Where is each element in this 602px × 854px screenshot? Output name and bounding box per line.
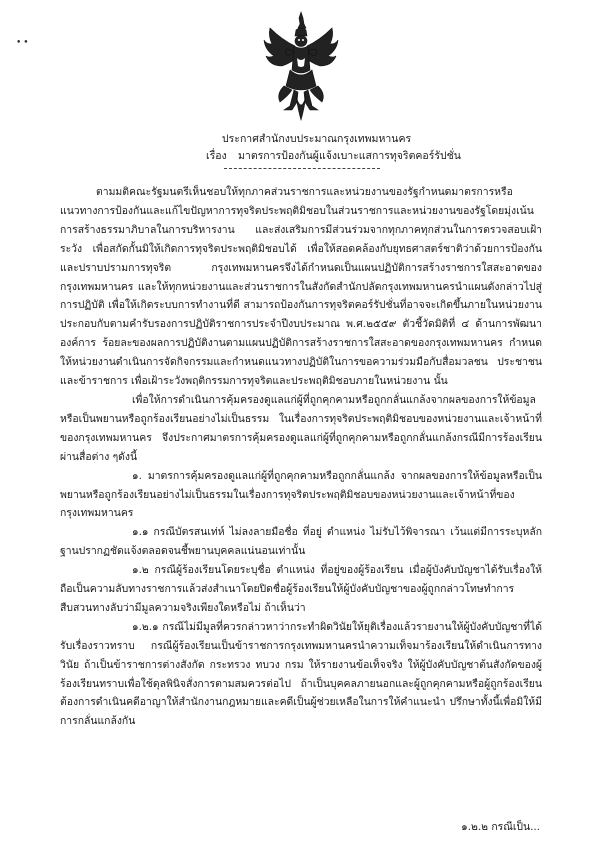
subject-text: มาตรการป้องกันผู้แจ้งเบาะแสการทุจริตคอร์รัปชั่น	[238, 150, 461, 162]
header-divider	[224, 168, 380, 169]
subject-label: เรื่อง	[206, 150, 227, 162]
announcement-title: ประกาศสำนักงบประมาณกรุงเทพมหานคร	[222, 133, 412, 145]
paragraph-2: เพื่อให้การดำเนินการคุ้มครองดูแลแก่ผู้ที่ถูกคุกคามหรือถูกกลั่นแกล้งจากผลของการให้ข้อมูลหรือเป็นพยานหรือถูกร้องเรียนอย่างไม่เป็นธรรม ในเรื่องการทุจริตประพฤติมิชอบของหน่วยงานและเจ้าหน้าที่ของกรุงเทพมหานคร จึงประกาศมาตรการคุ้มครองดูแลแก่ผู้ที่ถูกคุกคามหรือถูกกลั่นแกล้งกรณีมีการร้องเรียนผ่านสื่อต่าง ๆดังนี้	[60, 393, 542, 463]
paragraph-3: ๑. มาตรการคุ้มครองดูแลแก่ผู้ที่ถูกคุกคามหรือถูกกลั่นแกล้ง จากผลของการให้ข้อมูลหรือเป็นพยานหรือถูกร้องเรียนอย่างไม่เป็นธรรมในเรื่องการทุจริตประพฤติมิชอบของหน่วยงานและเจ้าหน้าที่ของกรุงเทพมหานคร	[60, 469, 542, 520]
paragraph-4: ๑.๑ กรณีบัตรสนเท่ห์ ไม่ลงลายมือชื่อ ที่อยู่ ตำแหน่ง ไม่รับไว้พิจารณา เว้นแต่มีการระบุหลักฐานปรากฏชัดแจ้งตลอดจนชี้พยานบุคคลแน่นอนเท่านั้น	[60, 526, 542, 558]
paragraph-1: ตามมติคณะรัฐมนตรีเห็นชอบให้ทุกภาคส่วนราชการและหน่วยงานของรัฐกำหนดมาตรการหรือแนวทางการป้องกันและแก้ไขปัญหาการทุจริตประพฤติมิชอบในส่วนราชการและหน่วยงานของรัฐโดยมุ่งเน้นการสร้างธรรมาภิบาลในการบริหารงาน และส่งเสริมการมีส่วนร่วมจากทุกภาคทุกส่วนในการตรวจสอบเฝ้าระวัง เพื่อสกัดกั้นมิให้เกิดการทุจริตประพฤติมิชอบได้ เพื่อให้สอดคล้องกับยุทธศาสตร์ชาติว่าด้วยการป้องกันและปราบปรามการทุจริต กรุงเทพมหานครจึงได้กำหนดเป็นแผนปฏิบัติการสร้างราชการใสสะอาดของกรุงเทพมหานคร และให้ทุกหน่วยงานและส่วนราชการในสังกัดสำนักปลัดกรุงเทพมหานครนำแผนดังกล่าวไปสู่การปฏิบัติ เพื่อให้เกิดระบบการทำงานที่ดี สามารถป้องกันการทุจริตคอร์รัปชั่นที่อาจจะเกิดขึ้นภายในหน่วยงานประกอบกับตามคำรับรองการปฏิบัติราชการประจำปีงบประมาณ พ.ศ.๒๕๕๙ ตัวชี้วัดมิติที่ ๔ ด้านการพัฒนาองค์การ ร้อยละของผลการปฏิบัติงานตามแผนปฏิบัติการสร้างราชการใสสะอาดของกรุงเทพมหานคร กำหนดให้หน่วยงานดำเนินการจัดกิจกรรมและกำหนดแนวทางปฏิบัติในการขอความร่วมมือกับสื่อมวลชน ประชาชน และข้าราชการ เพื่อเฝ้าระวังพฤติกรรมการทุจริตและประพฤติมิชอบภายในหน่วยงาน นั้น	[60, 186, 542, 388]
paragraph-5: ๑.๒ กรณีผู้ร้องเรียนโดยระบุชื่อ ตำแหน่ง ที่อยู่ของผู้ร้องเรียน เมื่อผู้บังคับบัญชาได้รับเรื่องให้ถือเป็นความลับทางราชการแล้วส่งสำเนาโดยปิดชื่อผู้ร้องเรียนให้ผู้บังคับบัญชาของผู้ถูกกล่าวโทษทำการสืบสวนทางลับว่ามีมูลความจริงเพียงใดหรือไม่ ถ้าเห็นว่า	[60, 564, 542, 614]
continuation-marker: ๑.๒.๒ กรณีเป็น...	[461, 821, 540, 833]
paragraph-6: ๑.๒.๑ กรณีไม่มีมูลที่ควรกล่าวหาว่ากระทำผิดวินัยให้ยุติเรื่องแล้วรายงานให้ผู้บังคับบัญชาที่ได้รับเรื่องราวทราบ กรณีผู้ร้องเรียนเป็นข้าราชการกรุงเทพมหานครนำความเท็จมาร้องเรียนให้ดำเนินการทางวินัย ถ้าเป็นข้าราชการต่างสังกัด กระทรวง ทบวง กรม ให้รายงานข้อเท็จจริง ให้ผู้บังคับบัญชาต้นสังกัดของผู้ร้องเรียนทราบเพื่อใช้ดุลพินิจสั่งการตามสมควรต่อไป ถ้าเป็นบุคคลภายนอกและผู้ถูกคุกคามหรือผู้ถูกร้องเรียนต้องการดำเนินคดีอาญาให้สำนักงานกฎหมายและคดีเป็นผู้ช่วยเหลือในการให้คำแนะนำ ปรึกษาทั้งนี้เพื่อมิให้มีการกลั่นแกล้งกัน	[60, 620, 542, 728]
garuda-emblem-icon	[262, 10, 340, 122]
document-body	[60, 183, 542, 731]
corner-marks: ••	[16, 38, 31, 48]
